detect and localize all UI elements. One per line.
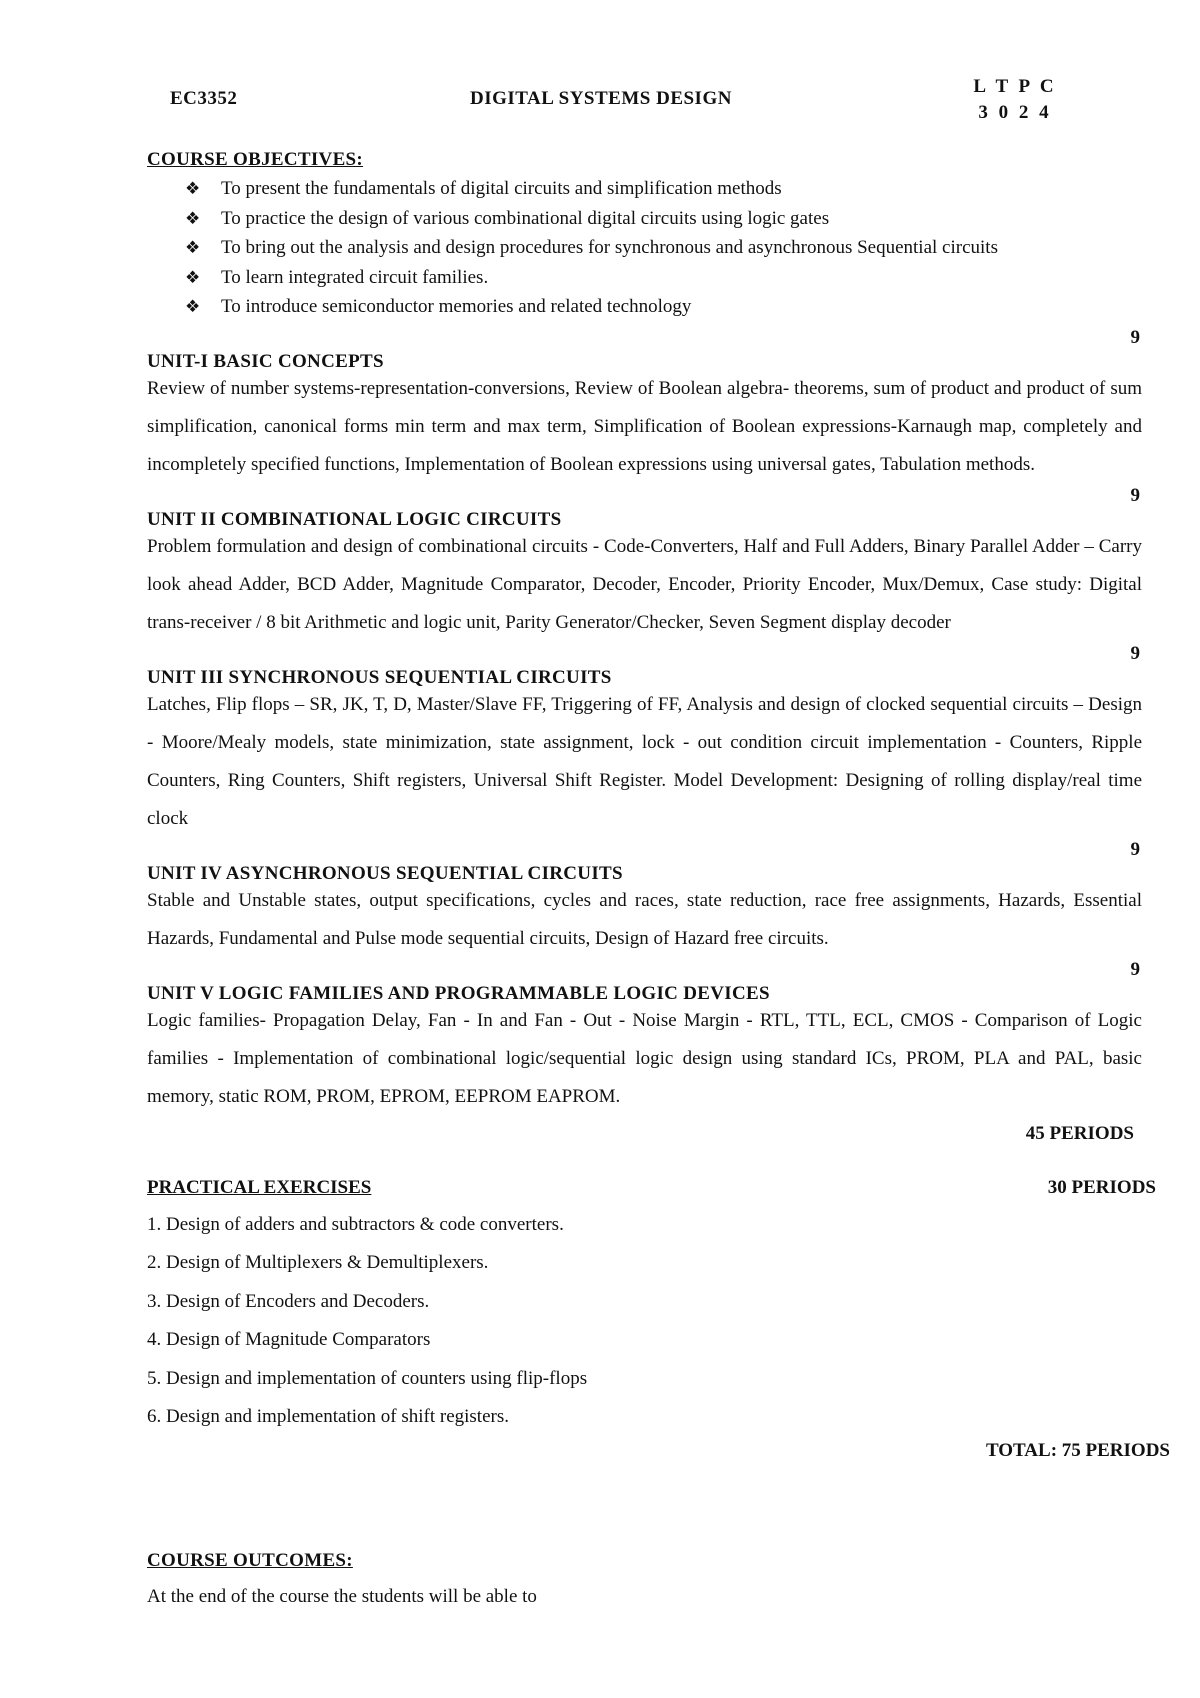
unit-body: Latches, Flip flops – SR, JK, T, D, Master/Slave FF, Triggering of FF, Analysis and design of clocked sequential circuits – Design - Moore/Mealy models, state minimization, state assignment, lock - out condition circuit implementation - Counters, Ripple Counters, Ring Counters, Shift registers, Universal Shift Register. Model Development: Designing of rolling display/real time clock [147,693,1142,829]
list-item: ❖ To learn integrated circuit families. [185,263,1142,293]
unit-title: UNIT III SYNCHRONOUS SEQUENTIAL CIRCUITS [147,666,612,688]
list-item: 3. Design of Encoders and Decoders. [147,1290,430,1312]
unit-body: Problem formulation and design of combinational circuits - Code-Converters, Half and Full Adders, Binary Parallel Adder – Carry look ahead Adder, BCD Adder, Magnitude Comparator, Decoder, Encoder, Priority Encoder, Mux/Demux, Case study: Digital trans-receiver / 8 bit Arithmetic and logic unit, Parity Generator/Checker, Seven Segment display decoder [147,535,1142,633]
list-item: ❖ To bring out the analysis and design procedures for synchronous and asynchronous Sequential circuits [185,233,1142,263]
ltpc-block [960,74,1070,126]
ltpc-label: L T P C [973,76,1057,97]
unit-title: UNIT-I BASIC CONCEPTS [147,350,384,372]
objectives-heading: COURSE OBJECTIVES: [147,149,364,170]
list-item: 1. Design of adders and subtractors & code converters. [147,1213,564,1235]
practical-periods: 30 PERIODS [1047,1176,1156,1198]
syllabus-content [147,148,1170,1611]
outcomes-intro: At the end of the course the students will be able to [147,1585,537,1607]
diamond-bullet-icon: ❖ [185,267,201,287]
diamond-bullet-icon: ❖ [185,297,201,316]
practical-header-row [147,1174,1156,1202]
unit-title: UNIT IV ASYNCHRONOUS SEQUENTIAL CIRCUITS [147,862,623,884]
list-item: 6. Design and implementation of shift registers. [147,1406,509,1427]
unit-title: UNIT V LOGIC FAMILIES AND PROGRAMMABLE LOGIC DEVICES [147,982,770,1004]
list-item: ❖ To present the fundamentals of digital circuits and simplification methods [185,174,1142,204]
ltpc-values: 3 0 2 4 [978,102,1052,123]
unit-hours: 9 [1130,326,1140,348]
list-item: 2. Design of Multiplexers & Demultiplexers. [147,1252,489,1273]
outcomes-heading: COURSE OUTCOMES: [147,1549,353,1571]
unit-hours: 9 [1130,642,1140,664]
unit-hours: 9 [1130,838,1140,860]
diamond-bullet-icon: ❖ [185,208,201,228]
unit-title: UNIT II COMBINATIONAL LOGIC CIRCUITS [147,508,562,530]
diamond-bullet-icon: ❖ [185,179,201,198]
unit-hours: 9 [1130,958,1140,980]
practical-heading: PRACTICAL EXERCISES [147,1176,372,1198]
objectives-list [147,174,1142,322]
theory-periods: 45 PERIODS [1025,1122,1134,1144]
course-title: DIGITAL SYSTEMS DESIGN [470,88,732,109]
list-item: ❖ To practice the design of various combinational digital circuits using logic gates [185,204,1142,234]
unit-body: Logic families- Propagation Delay, Fan - In and Fan - Out - Noise Margin - RTL, TTL, ECL, CMOS - Comparison of Logic families - Implementation of combinational logic/sequential logic design using standard ICs, PROM, PLA and PAL, basic memory, static ROM, PROM, EPROM, EEPROM EAPROM. [147,1009,1142,1107]
unit-hours: 9 [1130,484,1140,506]
list-item: 4. Design of Magnitude Comparators [147,1329,431,1350]
unit-body: Stable and Unstable states, output specifications, cycles and races, state reduction, race free assignments, Hazards, Essential Hazards, Fundamental and Pulse mode sequential circuits, Design of Hazard free circuits. [147,889,1142,949]
list-item: 5. Design and implementation of counters using flip-flops [147,1367,588,1389]
course-code: EC3352 [170,88,238,109]
list-item: ❖ To introduce semiconductor memories and related technology [185,292,1142,322]
diamond-bullet-icon: ❖ [185,238,201,257]
total-periods: TOTAL: 75 PERIODS [985,1439,1170,1461]
practical-list [147,1206,1142,1437]
unit-body: Review of number systems-representation-conversions, Review of Boolean algebra- theorems, sum of product and product of sum simplification, canonical forms min term and max term, Simplification of Boolean expressions-Karnaugh map, completely and incompletely specified functions, Implementation of Boolean expressions using universal gates, Tabulation methods. [147,377,1142,475]
